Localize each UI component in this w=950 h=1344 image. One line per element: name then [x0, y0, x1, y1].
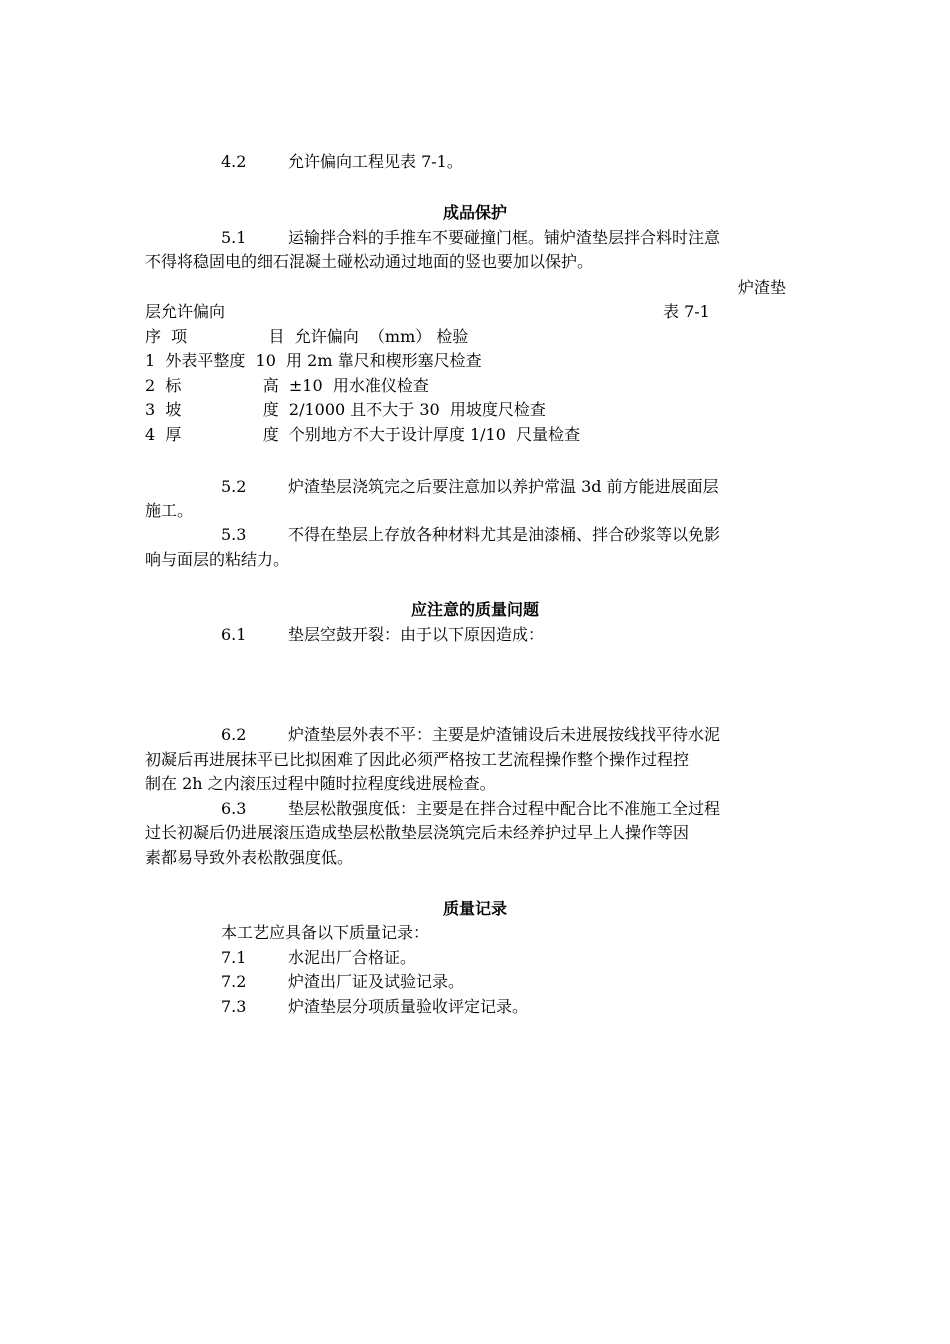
item-number: 7.1: [221, 948, 247, 967]
paragraph-5-2-line2: 施工。: [145, 501, 194, 520]
list-item: [221, 970, 464, 994]
item-text: 炉渣出厂证及试验记录。: [288, 972, 465, 991]
paragraph-5-3-line1: [221, 523, 720, 547]
heading-quality-issues: 应注意的质量问题: [410, 600, 539, 619]
item-number: 7.2: [221, 972, 247, 991]
list-item: [221, 995, 528, 1019]
item-text: 水泥出厂合格证。: [288, 948, 417, 967]
paragraph-text: 运输拌合料的手推车不要碰撞门框。铺炉渣垫层拌合料时注意: [288, 228, 721, 247]
heading-quality-records: 质量记录: [442, 899, 507, 918]
paragraph-text: 炉渣垫层浇筑完之后要注意加以养护常温 3d 前方能进展面层: [288, 477, 719, 496]
table-row: 2 标 高 ±10 用水准仪检查: [145, 376, 429, 395]
table-number: 表 7-1: [663, 302, 710, 321]
paragraph-5-1-line1: [221, 226, 720, 250]
paragraph-number: 5.2: [221, 477, 247, 496]
item-number: 7.3: [221, 997, 247, 1016]
paragraph-number: 6.2: [221, 725, 247, 744]
table-header-row: 序 项 目 允许偏向 （mm） 检验: [145, 327, 469, 346]
paragraph-6-2-line2: 初凝后再进展抹平已比拟困难了因此必须严格按工艺流程操作整个操作过程控: [145, 750, 690, 769]
table-row: 3 坡 度 2/1000 且不大于 30 用坡度尺检查: [145, 400, 546, 419]
paragraph-5-2-line1: [221, 475, 719, 499]
paragraph-5-1-line2: 不得将稳固电的细石混凝土碰松动通过地面的竖也要加以保护。: [145, 252, 594, 271]
paragraph-4-2: [221, 150, 463, 174]
paragraph-number: 6.3: [221, 799, 247, 818]
paragraph-number: 6.1: [221, 625, 247, 644]
paragraph-text: 炉渣垫层外表不平：主要是炉渣铺设后未进展按线找平待水泥: [288, 725, 721, 744]
paragraph-text: 不得在垫层上存放各种材料尤其是油漆桶、拌合砂浆等以免影: [288, 525, 721, 544]
table-title-part1: 炉渣垫: [738, 278, 787, 297]
table-title-part2: 层允许偏向: [145, 302, 226, 321]
paragraph-6-3-line3: 素都易导致外表松散强度低。: [145, 848, 354, 867]
paragraph-5-3-line2: 响与面层的粘结力。: [145, 550, 290, 569]
paragraph-6-3-line1: [221, 797, 720, 821]
paragraph-6-2-line1: [221, 723, 720, 747]
paragraph-6-2-line3: 制在 2h 之内滚压过程中随时拉程度线进展检查。: [145, 774, 496, 793]
paragraph-text: 垫层松散强度低：主要是在拌合过程中配合比不准施工全过程: [288, 799, 721, 818]
paragraph-text: 垫层空鼓开裂：由于以下原因造成：: [288, 625, 545, 644]
paragraph-number: 5.3: [221, 525, 247, 544]
heading-finished-product-protection: 成品保护: [442, 203, 507, 222]
list-item: [221, 946, 416, 970]
paragraph-6-3-line2: 过长初凝后仍进展滚压造成垫层松散垫层浇筑完后未经养护过早上人操作等因: [145, 823, 690, 842]
records-intro: 本工艺应具备以下质量记录：: [221, 923, 430, 942]
paragraph-text: 允许偏向工程见表 7-1。: [288, 152, 463, 171]
item-text: 炉渣垫层分项质量验收评定记录。: [288, 997, 529, 1016]
paragraph-number: 5.1: [221, 228, 247, 247]
table-row: 1 外表平整度 10 用 2m 靠尺和楔形塞尺检查: [145, 351, 482, 370]
paragraph-number: 4.2: [221, 152, 247, 171]
paragraph-6-1: [221, 623, 544, 647]
table-row: 4 厚 度 个别地方不大于设计厚度 1/10 尺量检查: [145, 425, 581, 444]
